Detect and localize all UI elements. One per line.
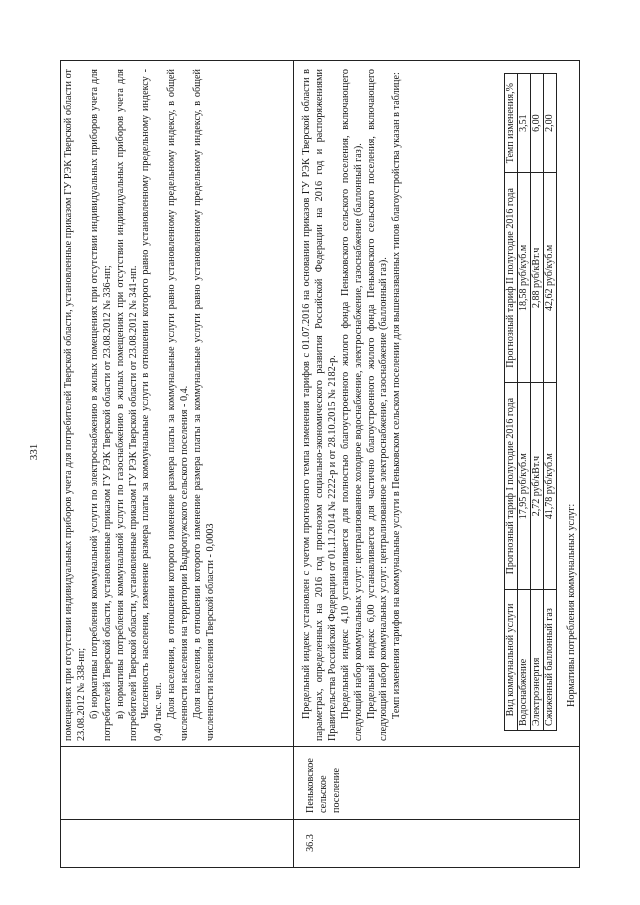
row-divider <box>293 61 294 867</box>
column-header: Темп изменения,% <box>505 74 518 173</box>
table-cell: 41,78 руб/куб.м <box>544 383 557 589</box>
table-cell: Сжиженный баллонный газ <box>544 589 557 730</box>
paragraph: в) нормативы потребления коммунальной услуги по газоснабжению в жилых помещениях при отсутствии индивидуальных приборов учета для потребителей Тверской области, установленные приказом ГУ РЭК Тверской области от 23.08.2012 № 341-нп. <box>114 69 139 741</box>
settlement-text <box>301 69 404 741</box>
document-table <box>60 60 580 868</box>
tariff-table <box>504 73 557 731</box>
table-cell: 3,51 <box>518 74 531 173</box>
row-number: 36.3 <box>305 834 316 852</box>
paragraph: помещениях при отсутствии индивидуальных приборов учета для потребителей Тверской области, установленные приказом ГУ РЭК Тверской области от 23.08.2012 № 338-нп; <box>63 69 87 741</box>
table-cell: Электроэнергия <box>531 589 544 730</box>
paragraph: Предельный индекс 6,00 устанавливается для частично благоустроенного жилого фонда Пеньковского сельского поселения, включающего следующий набор коммунальных услуг: централизованное электроснабжение, газоснабжение (баллонный газ). <box>365 69 390 741</box>
column-header: Прогнозный тариф I полугодие 2016 года <box>505 383 518 589</box>
table-row <box>531 74 544 731</box>
table-cell: 2,00 <box>544 74 557 173</box>
paragraph: Предельный индекс установлен с учетом прогнозного темпа изменения тарифов с 01.07.2016 на основании приказов ГУ РЭК Тверской области в параметрах, определенных на 2016 год прогнозом социально-экономического развития Российской Федерации на 2016 год и распоряжениями Правительства Российской Федерации от 01.11.2014 № 2222-р и от 28.10.2015 № 2182-р. <box>301 69 338 741</box>
table-header-row <box>505 74 518 731</box>
column-divider <box>61 746 579 747</box>
previous-row-text <box>63 69 218 741</box>
table-cell: 17,95 руб/куб.м <box>518 383 531 589</box>
settlement-name: Пеньковское сельское поселение <box>305 758 342 813</box>
table-cell: 2,72 руб/кВт.ч <box>531 383 544 589</box>
column-header: Вид коммунальной услуги <box>505 589 518 730</box>
table-cell: 2,88 руб/кВт.ч <box>531 173 544 383</box>
paragraph: б) нормативы потребления коммунальной услуги по электроснабжению в жилых помещениях при отсутствии индивидуальных приборов учета для потребителей Тверской области, установленные приказом ГУ РЭК Тверской области от 23.08.2012 № 336-нп; <box>88 69 113 741</box>
paragraph: Численность населения, изменение размера платы за коммунальные услуги в отношении которого равно установленному предельному индексу - 0,40 тыс. чел. <box>140 69 165 741</box>
consumption-norms-heading: Нормативы потребления коммунальных услуг: <box>566 503 577 707</box>
paragraph: Предельный индекс 4,10 устанавливается для полностью благоустроенного жилого фонда Пеньковского сельского поселения, включающего следующий набор коммунальных услуг: централизованное холодное водоснабжение, электроснабжение, газоснабжение (баллонный газ). <box>339 69 364 741</box>
column-header: Прогнозный тариф II полугодие 2016 года <box>505 173 518 383</box>
rotated-page-content <box>60 60 580 868</box>
column-divider <box>61 819 579 820</box>
table-cell: Водоснабжение <box>518 589 531 730</box>
table-row <box>544 74 557 731</box>
table-row <box>518 74 531 731</box>
paragraph: Доля населения, в отношении которого изменение размера платы за коммунальные услуги равно установленному предельному индексу, в общей численности населения на территории Выдропужского сельского поселения - 0,4. <box>166 69 191 741</box>
page-number: 331 <box>28 443 40 461</box>
table-cell: 42,62 руб/куб.м <box>544 173 557 383</box>
paragraph: Темп изменения тарифов на коммунальные услуги в Пеньковском сельском поселении для вышеназванных типов благоустройства указан в таблице: <box>391 72 403 719</box>
table-cell: 18,58 руб/куб.м <box>518 173 531 383</box>
table-cell: 6,00 <box>531 74 544 173</box>
paragraph: Доля населения, в отношении которого изменение размера платы за коммунальные услуги равно установленному предельному индексу, в общей численности населения Тверской области - 0,0003 <box>192 69 216 741</box>
